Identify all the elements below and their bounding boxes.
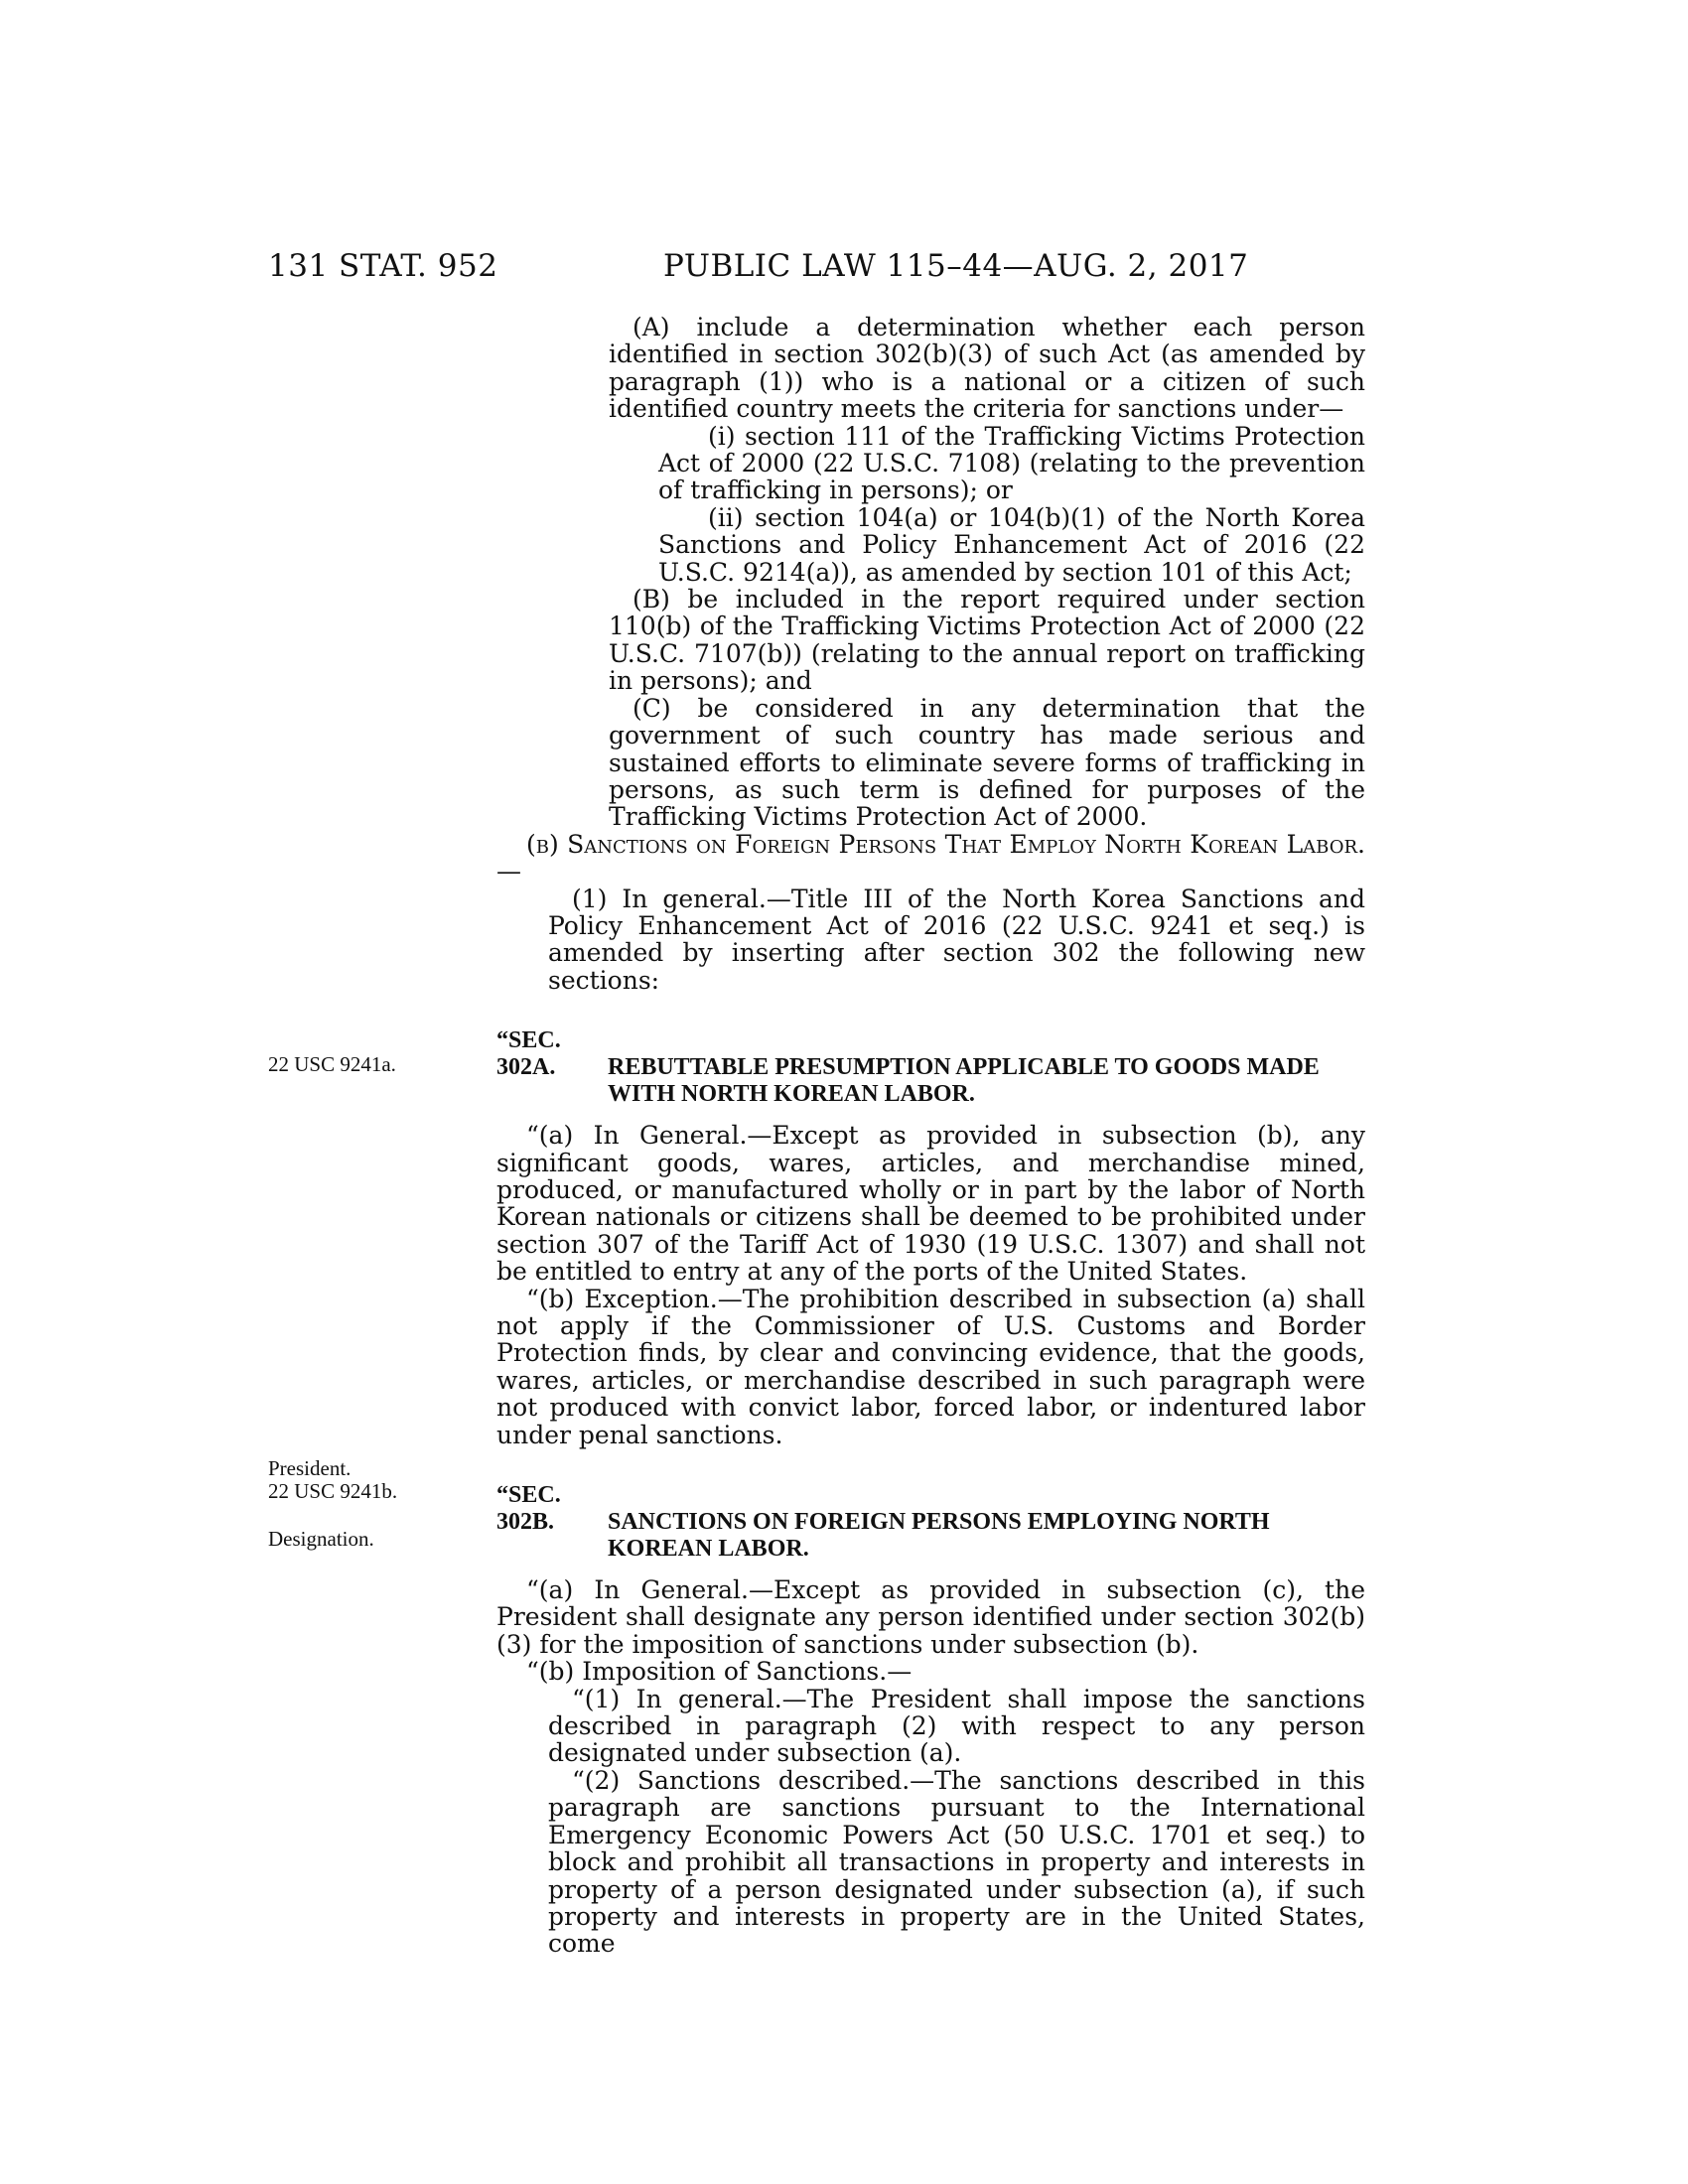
section-302B-subsection-b: “(b) Imposition of Sanctions.— <box>526 1657 913 1687</box>
clause-ii: (ii) section 104(a) or 104(b)(1) of the North Korea Sanctions and Policy Enhancement Act of 2016 (22 U.S.C. 9214(a)), as amended by section 101 of this Act; <box>658 502 1365 587</box>
section-302A-subsection-b: “(b) Exception.—The prohibition described in subsection (a) shall not apply if the Commissioner of U.S. Customs and Border Protection finds, by clear and convincing evidence, that the goods, wares, articles, or merchandise described in such paragraph were not produced with convict labor, forced labor, or indentured labor under penal sanctions. <box>496 1284 1365 1449</box>
statute-reference: 131 STAT. 952 <box>268 248 498 284</box>
section-302B-paragraph-b1: “(1) In general.—The President shall impose the sanctions described in paragraph (2) with respect to any person designated under subsection (a). <box>548 1684 1365 1768</box>
section-302B-number: “SEC. 302B. <box>496 1482 561 1536</box>
section-302A-subsection-a: “(a) In General.—Except as provided in subsection (b), any significant goods, wares, articles, and merchandise mined, produced, or manufactured wholly or in part by the labor of North Korean nationals or citizens shall be deemed to be prohibited under section 307 of the Tariff Act of 1930 (19 U.S.C. 1307) and shall not be entitled to entry at any of the ports of the United States. <box>496 1121 1365 1287</box>
public-law-reference: PUBLIC LAW 115–44—AUG. 2, 2017 <box>663 248 1249 284</box>
section-302A-title: REBUTTABLE PRESUMPTION APPLICABLE TO GOODS MADE WITH NORTH KOREAN LABOR. <box>608 1054 1320 1108</box>
margin-note-usc-9241a: 22 USC 9241a. <box>268 1052 396 1076</box>
section-302A-number: “SEC. 302A. <box>496 1027 561 1081</box>
section-302B-paragraph-b2: “(2) Sanctions described.—The sanctions described in this paragraph are sanctions pursuant to the International Emergency Economic Powers Act (50 U.S.C. 1701 et seq.) to block and prohibit all transactions in property and interests in property of a person designated under subsection (a), if such property and interests in property are in the United States, come <box>548 1765 1365 1959</box>
section-302B-heading <box>496 1482 1365 1563</box>
paragraph-b1: (1) In general.—Title III of the North Korea Sanctions and Policy Enhancement Act of 2016 (22 U.S.C. 9241 et seq.) is amended by inserting after section 302 the following new sections: <box>548 884 1365 995</box>
clause-B: (B) be included in the report required under section 110(b) of the Trafficking Victims Protection Act of 2000 (22 U.S.C. 7107(b)) (relating to the annual report on trafficking in persons); and <box>609 585 1365 696</box>
margin-note-usc-9241b: 22 USC 9241b. <box>268 1479 398 1503</box>
document-body <box>496 314 1365 1958</box>
clause-A: (A) include a determination whether each person identified in section 302(b)(3) of such Act (as amended by paragraph (1)) who is a national or a citizen of such identified country meets the criteria for sanctions under— <box>609 313 1365 424</box>
margin-note-designation: Designation. <box>268 1527 374 1551</box>
clause-i: (i) section 111 of the Trafficking Victims Protection Act of 2000 (22 U.S.C. 7108) (relating to the prevention of trafficking in persons); or <box>658 421 1365 505</box>
subsection-b-heading: (b) Sanctions on Foreign Persons That Employ North Korean Labor.— <box>496 829 1365 887</box>
clause-C: (C) be considered in any determination that the government of such country has made serious and sustained efforts to eliminate severe forms of trafficking in persons, as such term is defined for purposes of the Trafficking Victims Protection Act of 2000. <box>609 693 1365 832</box>
section-302B-subsection-a: “(a) In General.—Except as provided in subsection (c), the President shall designate any person identified under section 302(b)(3) for the imposition of sanctions under subsection (b). <box>496 1575 1365 1659</box>
section-302A-heading <box>496 1027 1365 1108</box>
section-302B-title: SANCTIONS ON FOREIGN PERSONS EMPLOYING NORTH KOREAN LABOR. <box>608 1509 1270 1563</box>
margin-note-president: President. <box>268 1456 352 1480</box>
